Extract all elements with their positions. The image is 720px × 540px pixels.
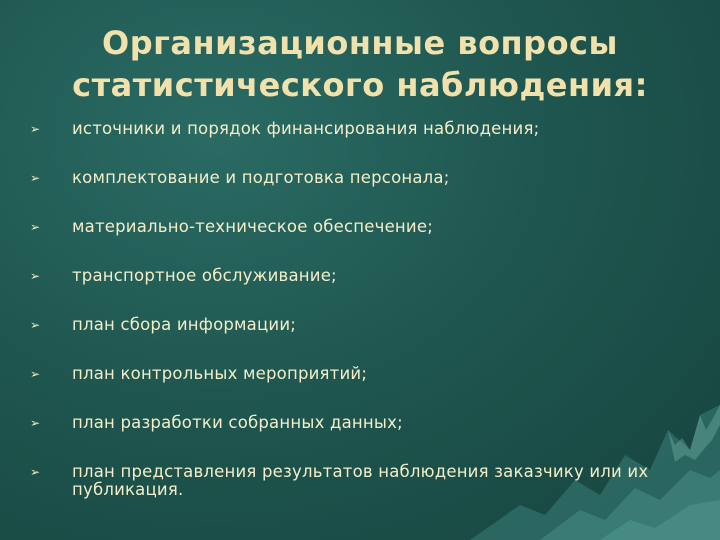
list-item-text: источники и порядок финансирования наблюдения; — [72, 119, 540, 138]
list-item-text: план контрольных мероприятий; — [72, 364, 368, 383]
arrow-bullet-icon: ➢ — [30, 122, 41, 136]
list-item-text: план представления результатов наблюдения заказчику или их публикация. — [72, 462, 649, 499]
arrow-bullet-icon: ➢ — [30, 318, 41, 332]
list-item-text: план сбора информации; — [72, 315, 297, 334]
arrow-bullet-icon: ➢ — [30, 220, 41, 234]
arrow-bullet-icon: ➢ — [30, 465, 41, 479]
arrow-bullet-icon: ➢ — [30, 367, 41, 381]
list-item — [30, 365, 680, 414]
list-item — [30, 316, 680, 365]
bullet-list — [30, 120, 680, 503]
slide-title — [30, 22, 690, 106]
arrow-bullet-icon: ➢ — [30, 269, 41, 283]
arrow-bullet-icon: ➢ — [30, 171, 41, 185]
list-item — [30, 463, 680, 503]
list-item-text: транспортное обслуживание; — [72, 266, 337, 285]
list-item — [30, 120, 680, 169]
list-item-text: план разработки собранных данных; — [72, 413, 403, 432]
list-item — [30, 267, 680, 316]
list-item — [30, 218, 680, 267]
list-item-text: материально-техническое обеспечение; — [72, 217, 433, 236]
arrow-bullet-icon: ➢ — [30, 416, 41, 430]
list-item-text: комплектование и подготовка персонала; — [72, 168, 450, 187]
list-item — [30, 414, 680, 463]
title-line-2: статистического наблюдения: — [72, 66, 648, 104]
list-item — [30, 169, 680, 218]
title-line-1: Организационные вопросы — [102, 24, 618, 62]
